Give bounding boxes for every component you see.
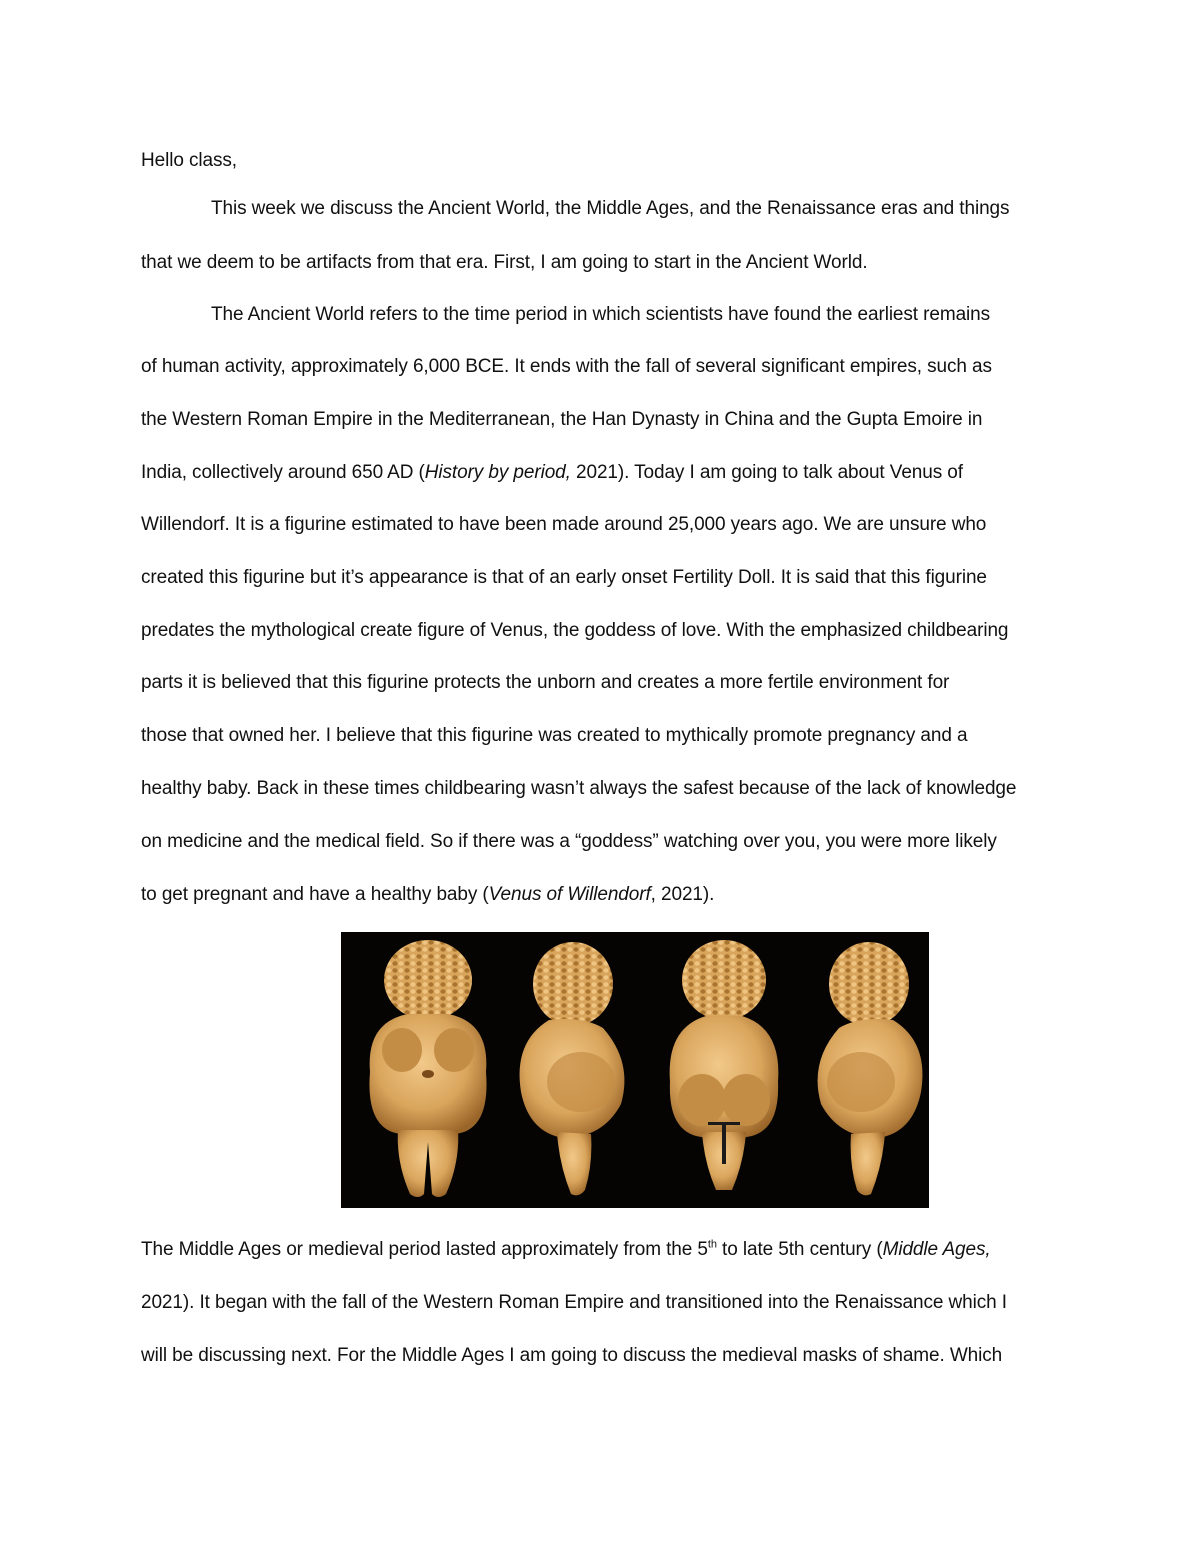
text-run: to get pregnant and have a healthy baby (	[141, 884, 489, 905]
text-run: 2021). Today I am going to talk about Venus of	[570, 462, 963, 483]
paragraph-3-line-1	[141, 1238, 991, 1262]
paragraph-2-line-1: The Ancient World refers to the time period in which scientists have found the earliest remains	[211, 304, 991, 325]
paragraph-2-line-4	[141, 461, 963, 485]
text-run: , 2021).	[650, 884, 715, 905]
venus-of-willendorf-image	[341, 932, 929, 1208]
paragraph-3-line-3: will be discussing next. For the Middle Ages I am going to discuss the medieval masks of shame. Which	[141, 1345, 1003, 1366]
paragraph-2-line-12	[141, 883, 714, 907]
figurine-side-left	[520, 942, 625, 1195]
paragraph-2-line-6: created this figurine but it’s appearance is that of an early onset Fertility Doll. It is said that this figurine	[141, 567, 987, 588]
figurine-illustration	[341, 932, 929, 1208]
paragraph-2-line-2: of human activity, approximately 6,000 BCE. It ends with the fall of several significant empires, such as	[141, 356, 992, 377]
paragraph-2-line-11: on medicine and the medical field. So if there was a “goddess” watching over you, you were more likely	[141, 831, 997, 852]
text-run: The Middle Ages or medieval period lasted approximately from the 5	[141, 1239, 708, 1260]
text-run: India, collectively around 650 AD (	[141, 462, 425, 483]
superscript: th	[707, 1238, 717, 1251]
text-run: to late 5th century (	[716, 1239, 883, 1260]
paragraph-2-line-10: healthy baby. Back in these times childbearing wasn’t always the safest because of the lack of knowledge	[141, 778, 1017, 799]
citation: History by period,	[424, 462, 571, 483]
paragraph-2-line-9: those that owned her. I believe that this figurine was created to mythically promote pregnancy and a	[141, 725, 968, 746]
greeting: Hello class,	[141, 150, 237, 171]
paragraph-1-line-1: This week we discuss the Ancient World, the Middle Ages, and the Renaissance eras and things	[211, 198, 1010, 219]
paragraph-2-line-5: Willendorf. It is a figurine estimated to have been made around 25,000 years ago. We are unsure who	[141, 514, 987, 535]
paragraph-2-line-3: the Western Roman Empire in the Mediterranean, the Han Dynasty in China and the Gupta Emoire in	[141, 409, 983, 430]
paragraph-1-line-2: that we deem to be artifacts from that era. First, I am going to start in the Ancient World.	[141, 252, 868, 273]
figurine-front	[369, 940, 486, 1197]
citation: Venus of Willendorf	[488, 884, 651, 905]
figurine-back	[670, 940, 779, 1190]
figurine-side-right	[818, 942, 923, 1195]
paragraph-3-line-2: 2021). It began with the fall of the Western Roman Empire and transitioned into the Renaissance which I	[141, 1292, 1007, 1313]
paragraph-2-line-8: parts it is believed that this figurine protects the unborn and creates a more fertile environment for	[141, 672, 950, 693]
citation: Middle Ages,	[882, 1239, 991, 1260]
paragraph-2-line-7: predates the mythological create figure of Venus, the goddess of love. With the emphasized childbearing	[141, 620, 1009, 641]
